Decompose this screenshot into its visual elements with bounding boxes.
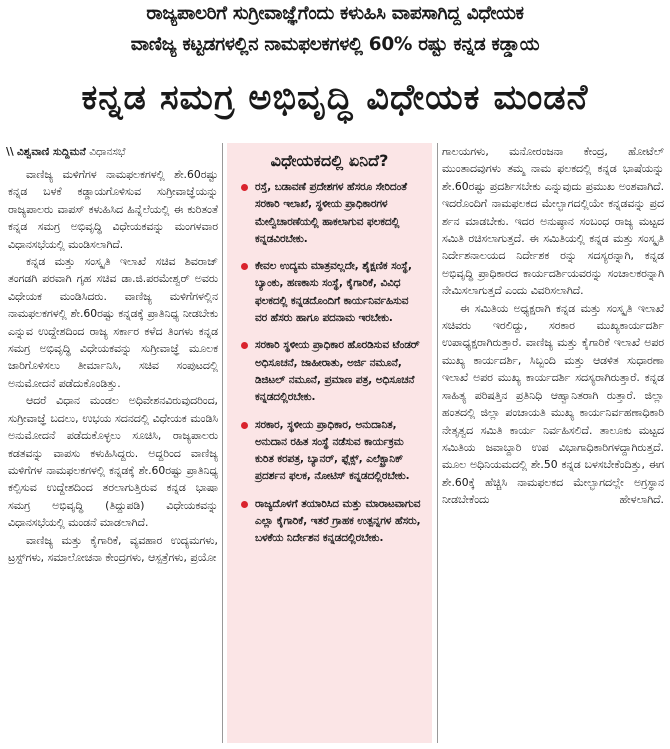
bullet-icon — [241, 342, 248, 349]
bullet-icon — [241, 501, 248, 508]
info-box-item — [241, 258, 424, 327]
kicker-line-2: ವಾಣಿಜ್ಯ ಕಟ್ಟಡಗಳಲ್ಲಿನ ನಾಮಫಲಕಗಳಲ್ಲಿ 60% ರಷ್ಟು ಕನ್ನಡ ಕಡ್ಡಾಯ — [130, 34, 540, 55]
bullet-icon — [241, 263, 248, 270]
info-box-title: ವಿಧೇಯಕದಲ್ಲಿ ಏನಿದೆ? — [270, 151, 389, 170]
info-box-item — [241, 179, 424, 248]
info-box — [227, 143, 432, 743]
paragraph: ಈ ಸಮಿತಿಯ ಅಧ್ಯಕ್ಷರಾಗಿ ಕನ್ನಡ ಮತ್ತು ಸಂಸ್ಕೃತಿ ಇಲಾಖೆ ಸಚಿವರು ಇರಲಿದ್ದು, ಸರಕಾರ ಮುಖ್ಯಕಾರ್ಯದರ್ಶಿ ಉಪಾಧ್ಯಕ್ಷರಾಗಿರುತ್ತಾರೆ. ವಾಣಿಜ್ಯ ಮತ್ತು ಕೈಗಾರಿಕೆ ಇಲಾಖೆ ಅಪರ ಮುಖ್ಯ ಕಾರ್ಯದರ್ಶಿ, ಸಿಬ್ಬಂದಿ ಮತ್ತು ಆಡಳಿತ ಸುಧಾರಣಾ ಇಲಾಖೆ ಅಪರ ಮುಖ್ಯ ಕಾರ್ಯದರ್ಶಿ ಸದಸ್ಯರಾಗಿರುತ್ತಾರೆ. ಕನ್ನಡ ಸಾಹಿತ್ಯ ಪರಿಷತ್ತಿನ ಪ್ರತಿನಿಧಿ ಆಹ್ವಾನಿತರಾಗಿ ರುತ್ತಾರೆ. ಜಿಲ್ಲಾ ಹಂತದಲ್ಲಿ ಜಿಲ್ಲಾ ಪಂಚಾಯತಿ ಮುಖ್ಯ ಕಾರ್ಯನಿರ್ವಹಣಾಧಿಕಾರಿ ನೇತೃತ್ವದ ಸಮಿತಿ ಕಾರ್ಯ ನಿರ್ವಹಿಸಲಿದೆ. ತಾಲೂಕು ಮಟ್ಟದ ಸಮಿತಿಯ ಜವಾಬ್ದಾರಿ ಉಪ ವಿಭಾಗಾಧಿಕಾರಿಗಳದ್ದಾಗಿರುತ್ತದೆ. ಮೂಲ ಅಧಿನಿಯಮದಲ್ಲಿ ಶೇ.50 ಕನ್ನಡ ಬಳಸಬೇಕೆಂದಿತ್ತು, ಈಗ ಶೇ.60ಕ್ಕೆ ಹೆಚ್ಚಿಸಿ ನಾಮಫಲಕದ ಮೇಲ್ಭಾಗದಲ್ಲೇ ಅಗ್ರಸ್ಥಾನ ನೀಡಬೇಕೆಂದು ಹೇಳಲಾಗಿದೆ. — [442, 301, 664, 507]
info-box-item — [241, 496, 424, 548]
paragraph: ಗಾಲಯಗಳು, ಮನೋರಂಜನಾ ಕೇಂದ್ರ, ಹೋಟೆಲ್ ಮುಂತಾದವುಗಳು ತಮ್ಮ ನಾಮ ಫಲಕದಲ್ಲಿ ಕನ್ನಡ ಭಾಷೆಯನ್ನು ಶೇ.60ರಷ್ಟು ಪ್ರದರ್ಶಿಸಬೇಕು ಎನ್ನುವುದು ಪ್ರಮುಖ ಅಂಶವಾಗಿದೆ. ಇದರೊಂದಿಗೆ ನಾಮಫಲಕದ ಮೇಲ್ಭಾಗದಲ್ಲಿಯೇ ಕನ್ನಡವನ್ನು ಪ್ರದ ರ್ಶನ ಮಾಡಬೇಕು. ಇದರ ಅನುಷ್ಠಾನ ಸಂಬಂಧ ರಾಜ್ಯ ಮಟ್ಟದ ಸಮಿತಿ ರಚಿಸಲಾಗುತ್ತದೆ. ಈ ಸಮಿತಿಯಲ್ಲಿ ಕನ್ನಡ ಮತ್ತು ಸಂಸ್ಕೃತಿ ನಿರ್ದೇಶನಾಲಯದ ನಿರ್ದೇಶಕ ರನ್ನು ಸದಸ್ಯರನ್ನಾಗಿ, ಕನ್ನಡ ಅಭಿವೃದ್ಧಿ ಪ್ರಾಧಿಕಾರದ ಕಾರ್ಯದರ್ಶಿಯವರನ್ನು ಸಂಚಾಲಕರನ್ನಾಗಿ ನೇಮಿಸಲಾಗುತ್ತದೆ ಎಂದು ವಿವರಿಸಲಾಗಿದೆ. — [442, 145, 664, 298]
info-box-item-text: ರಸ್ತೆ, ಬಡಾವಣೆ ಪ್ರದೇಶಗಳ ಹೆಸರೂ ಸೇರಿದಂತೆ ಸರಕಾರಿ ಇಲಾಖೆ, ಸ್ಥಳೀಯ ಪ್ರಾಧಿಕಾರಗಳ ಮೇಲ್ವಿಚಾರಣೆಯಲ್ಲಿ ಹಾಕಲಾಗುವ ಫಲಕದಲ್ಲಿ ಕನ್ನಡವಿರಬೇಕು. — [255, 181, 408, 245]
paragraph: ವಾಣಿಜ್ಯ ಮಳಿಗೆಗಳ ನಾಮಫಲಕಗಳಲ್ಲಿ ಶೇ.60ರಷ್ಟು ಕನ್ನಡ ಬಳಕೆ ಕಡ್ಡಾಯಗೊಳಿಸುವ ಸುಗ್ರೀವಾಜ್ಞೆಯನ್ನು ರಾಜ್ಯಪಾಲರು ವಾಪಸ್ ಕಳುಹಿಸಿದ ಹಿನ್ನೆಲೆಯಲ್ಲಿ ಈ ಕುರಿತಂತೆ ಕನ್ನಡ ಸಮಗ್ರ ಅಭಿವೃದ್ಧಿ ವಿಧೇಯಕವನ್ನು ಮಂಗಳವಾರ ವಿಧಾನಸಭೆಯಲ್ಲಿ ಮಂಡಿಸಲಾಗಿದೆ. — [8, 168, 218, 251]
paragraph: ವಾಣಿಜ್ಯ ಮತ್ತು ಕೈಗಾರಿಕೆ, ವ್ಯವಹಾರ ಉದ್ಯಮಗಳು, ಟ್ರಸ್ಟ್‌ಗಳು, ಸಮಾಲೋಚನಾ ಕೇಂದ್ರಗಳು, ಆಸ್ಪತ್ರೆಗಳು, ಪ್ರಯೋ — [8, 533, 218, 564]
byline-marker: \\ — [6, 146, 14, 158]
info-box-item — [241, 337, 424, 406]
paragraph: ಆದರೆ ವಿಧಾನ ಮಂಡಲ ಅಧಿವೇಶನವಿರುವುದರಿಂದ, ಸುಗ್ರೀವಾಜ್ಞೆ ಬದಲು, ಉಭಯ ಸದನದಲ್ಲಿ ವಿಧೇಯಕ ಮಂಡಿಸಿ ಅನುಮೋದನೆ ಪಡೆದುಕೊಳ್ಳಲು ಸೂಚಿಸಿ, ರಾಜ್ಯಪಾಲರು ಕಡತವನ್ನು ವಾಪಸು ಕಳುಹಿಸಿದ್ದರು. ಅದ್ದರಿಂದ ವಾಣಿಜ್ಯ ಮಳಿಗೆಗಳ ನಾಮಫಲಕಗಳಲ್ಲಿ ಕನ್ನಡಕ್ಕೆ ಶೇ.60ರಷ್ಟು ಪ್ರಾತಿನಿಧ್ಯ ಕಲ್ಪಿಸುವ ಉದ್ದೇಶದಿಂದ ತರಲಾಗುತ್ತಿರುವ ಕನ್ನಡ ಭಾಷಾ ಸಮಗ್ರ ಅಭಿವೃದ್ಧಿ (ತಿದ್ದುಪಡಿ) ವಿಧೇಯಕವನ್ನು ವಿಧಾನಸಭೆಯಲ್ಲಿ ಮಂಡನೆ ಮಾಡಲಾಗಿದೆ. — [8, 394, 218, 530]
byline — [6, 146, 125, 159]
article-column-left — [8, 166, 218, 748]
headline: ಕನ್ನಡ ಸಮಗ್ರ ಅಭಿವೃದ್ಧಿ ವಿಧೇಯಕ ಮಂಡನೆ — [81, 78, 589, 118]
byline-place: ವಿಧಾನಸಭೆ — [89, 146, 126, 158]
info-box-item-text: ರಾಜ್ಯದೊಳಗೆ ತಯಾರಿಸಿದ ಮತ್ತು ಮಾರಾಟವಾಗುವ ಎಲ್ಲಾ ಕೈಗಾರಿಕೆ, ಇತರೆ ಗ್ರಾಹಕ ಉತ್ಪನ್ನಗಳ ಹೆಸರು, ಬಳಕೆಯ ನಿರ್ದೇಶನ ಕನ್ನಡದಲ್ಲಿರಬೇಕು. — [255, 497, 421, 545]
info-box-item — [241, 417, 424, 486]
column-divider-left — [222, 143, 223, 743]
paragraph: ಕನ್ನಡ ಮತ್ತು ಸಂಸ್ಕೃತಿ ಇಲಾಖೆ ಸಚಿವ ಶಿವರಾಜ್ ತಂಗಡಗಿ ಪರವಾಗಿ ಗೃಹ ಸಚಿವ ಡಾ.ಜಿ.ಪರಮೇಶ್ವರ್ ಅವರು ವಿಧೇಯಕ ಮಂಡಿಸಿದರು. ವಾಣಿಜ್ಯ ಮಳಿಗೆಗಳಲ್ಲಿನ ನಾಮಫಲಕಗಳಲ್ಲಿ ಶೇ.60ರಷ್ಟು ಕನ್ನಡಕ್ಕೆ ಪ್ರಾತಿನಿಧ್ಯ ನೀಡಬೇಕು ಎನ್ನುವ ಉದ್ದೇಶದಿಂದ ರಾಜ್ಯ ಸರ್ಕಾರ ಕಳೆದ ತಿಂಗಳು ಕನ್ನಡ ಸಮಗ್ರ ಅಭಿವೃದ್ಧಿ ವಿಧೇಯಕವನ್ನು ಸುಗ್ರೀವಾಜ್ಞೆ ಮೂಲಕ ಜಾರಿಗೊಳಿಸಲು ತೀರ್ಮಾನಿಸಿ, ಸಚಿವ ಸಂಪುಟದಲ್ಲಿ ಅನುಮೋದನೆ ಪಡೆದುಕೊಂಡಿತ್ತು. — [8, 255, 218, 390]
info-box-item-text: ಸರಕಾರಿ ಸ್ಥಳೀಯ ಪ್ರಾಧಿಕಾರ ಹೊರಡಿಸುವ ಟೆಂಡರ್ ಅಧಿಸೂಚನೆ, ಜಾಹೀರಾತು, ಅರ್ಜಿ ನಮೂನೆ, ಡಿಜಿಟಲ್ ನಮೂನೆ, ಪ್ರಮಾಣ ಪತ್ರ, ಅಧಿಸೂಚನೆ ಕನ್ನಡದಲ್ಲಿರಬೇಕು. — [255, 339, 420, 404]
column-divider-right — [437, 143, 438, 743]
bullet-icon — [241, 184, 248, 191]
article-column-right — [442, 143, 664, 743]
info-box-item-text: ಕೇವಲ ಉದ್ಯಮ ಮಾತ್ರವಲ್ಲದೇ, ಶೈಕ್ಷಣಿಕ ಸಂಸ್ಥೆ, ಬ್ಯಾಂಕು, ಹಣಕಾಸು ಸಂಸ್ಥೆ, ಕೈಗಾರಿಕೆ, ವಿವಿಧ ಫಲಕದಲ್ಲಿ ಕನ್ನಡದೊಂದಿಗೆ ಕಾರ್ಯನಿರ್ವಹಿಸುವ ವರ ಹೆಸರು ಹಾಗೂ ಪದನಾಮ ಇರಬೇಕು. — [255, 260, 412, 325]
bullet-icon — [241, 422, 248, 429]
info-box-list — [227, 179, 432, 548]
info-box-item-text: ಸರಕಾರ, ಸ್ಥಳೀಯ ಪ್ರಾಧಿಕಾರ, ಅನುದಾನಿತ, ಅನುದಾನ ರಹಿತ ಸಂಸ್ಥೆ ನಡೆಸುವ ಕಾರ್ಯಕ್ರಮ ಕುರಿತ ಕರಪತ್ರ, ಬ್ಯಾನರ್, ಫ್ಲೆಕ್ಸ್, ಎಲೆಕ್ಟ್ರಾನಿಕ್ ಪ್ರದರ್ಶನ ಫಲಕ, ನೋಟಿಸ್ ಕನ್ನಡದಲ್ಲಿರಬೇಕು. — [255, 418, 410, 483]
byline-author: ವಿಶ್ವವಾಣಿ ಸುದ್ದಿಮನೆ — [17, 146, 86, 158]
kicker-line-1: ರಾಜ್ಯಪಾಲರಿಗೆ ಸುಗ್ರೀವಾಜ್ಞೆಗೆಂದು ಕಳುಹಿಸಿ ವಾಪಸಾಗಿದ್ದ ವಿಧೇಯಕ — [146, 3, 524, 24]
